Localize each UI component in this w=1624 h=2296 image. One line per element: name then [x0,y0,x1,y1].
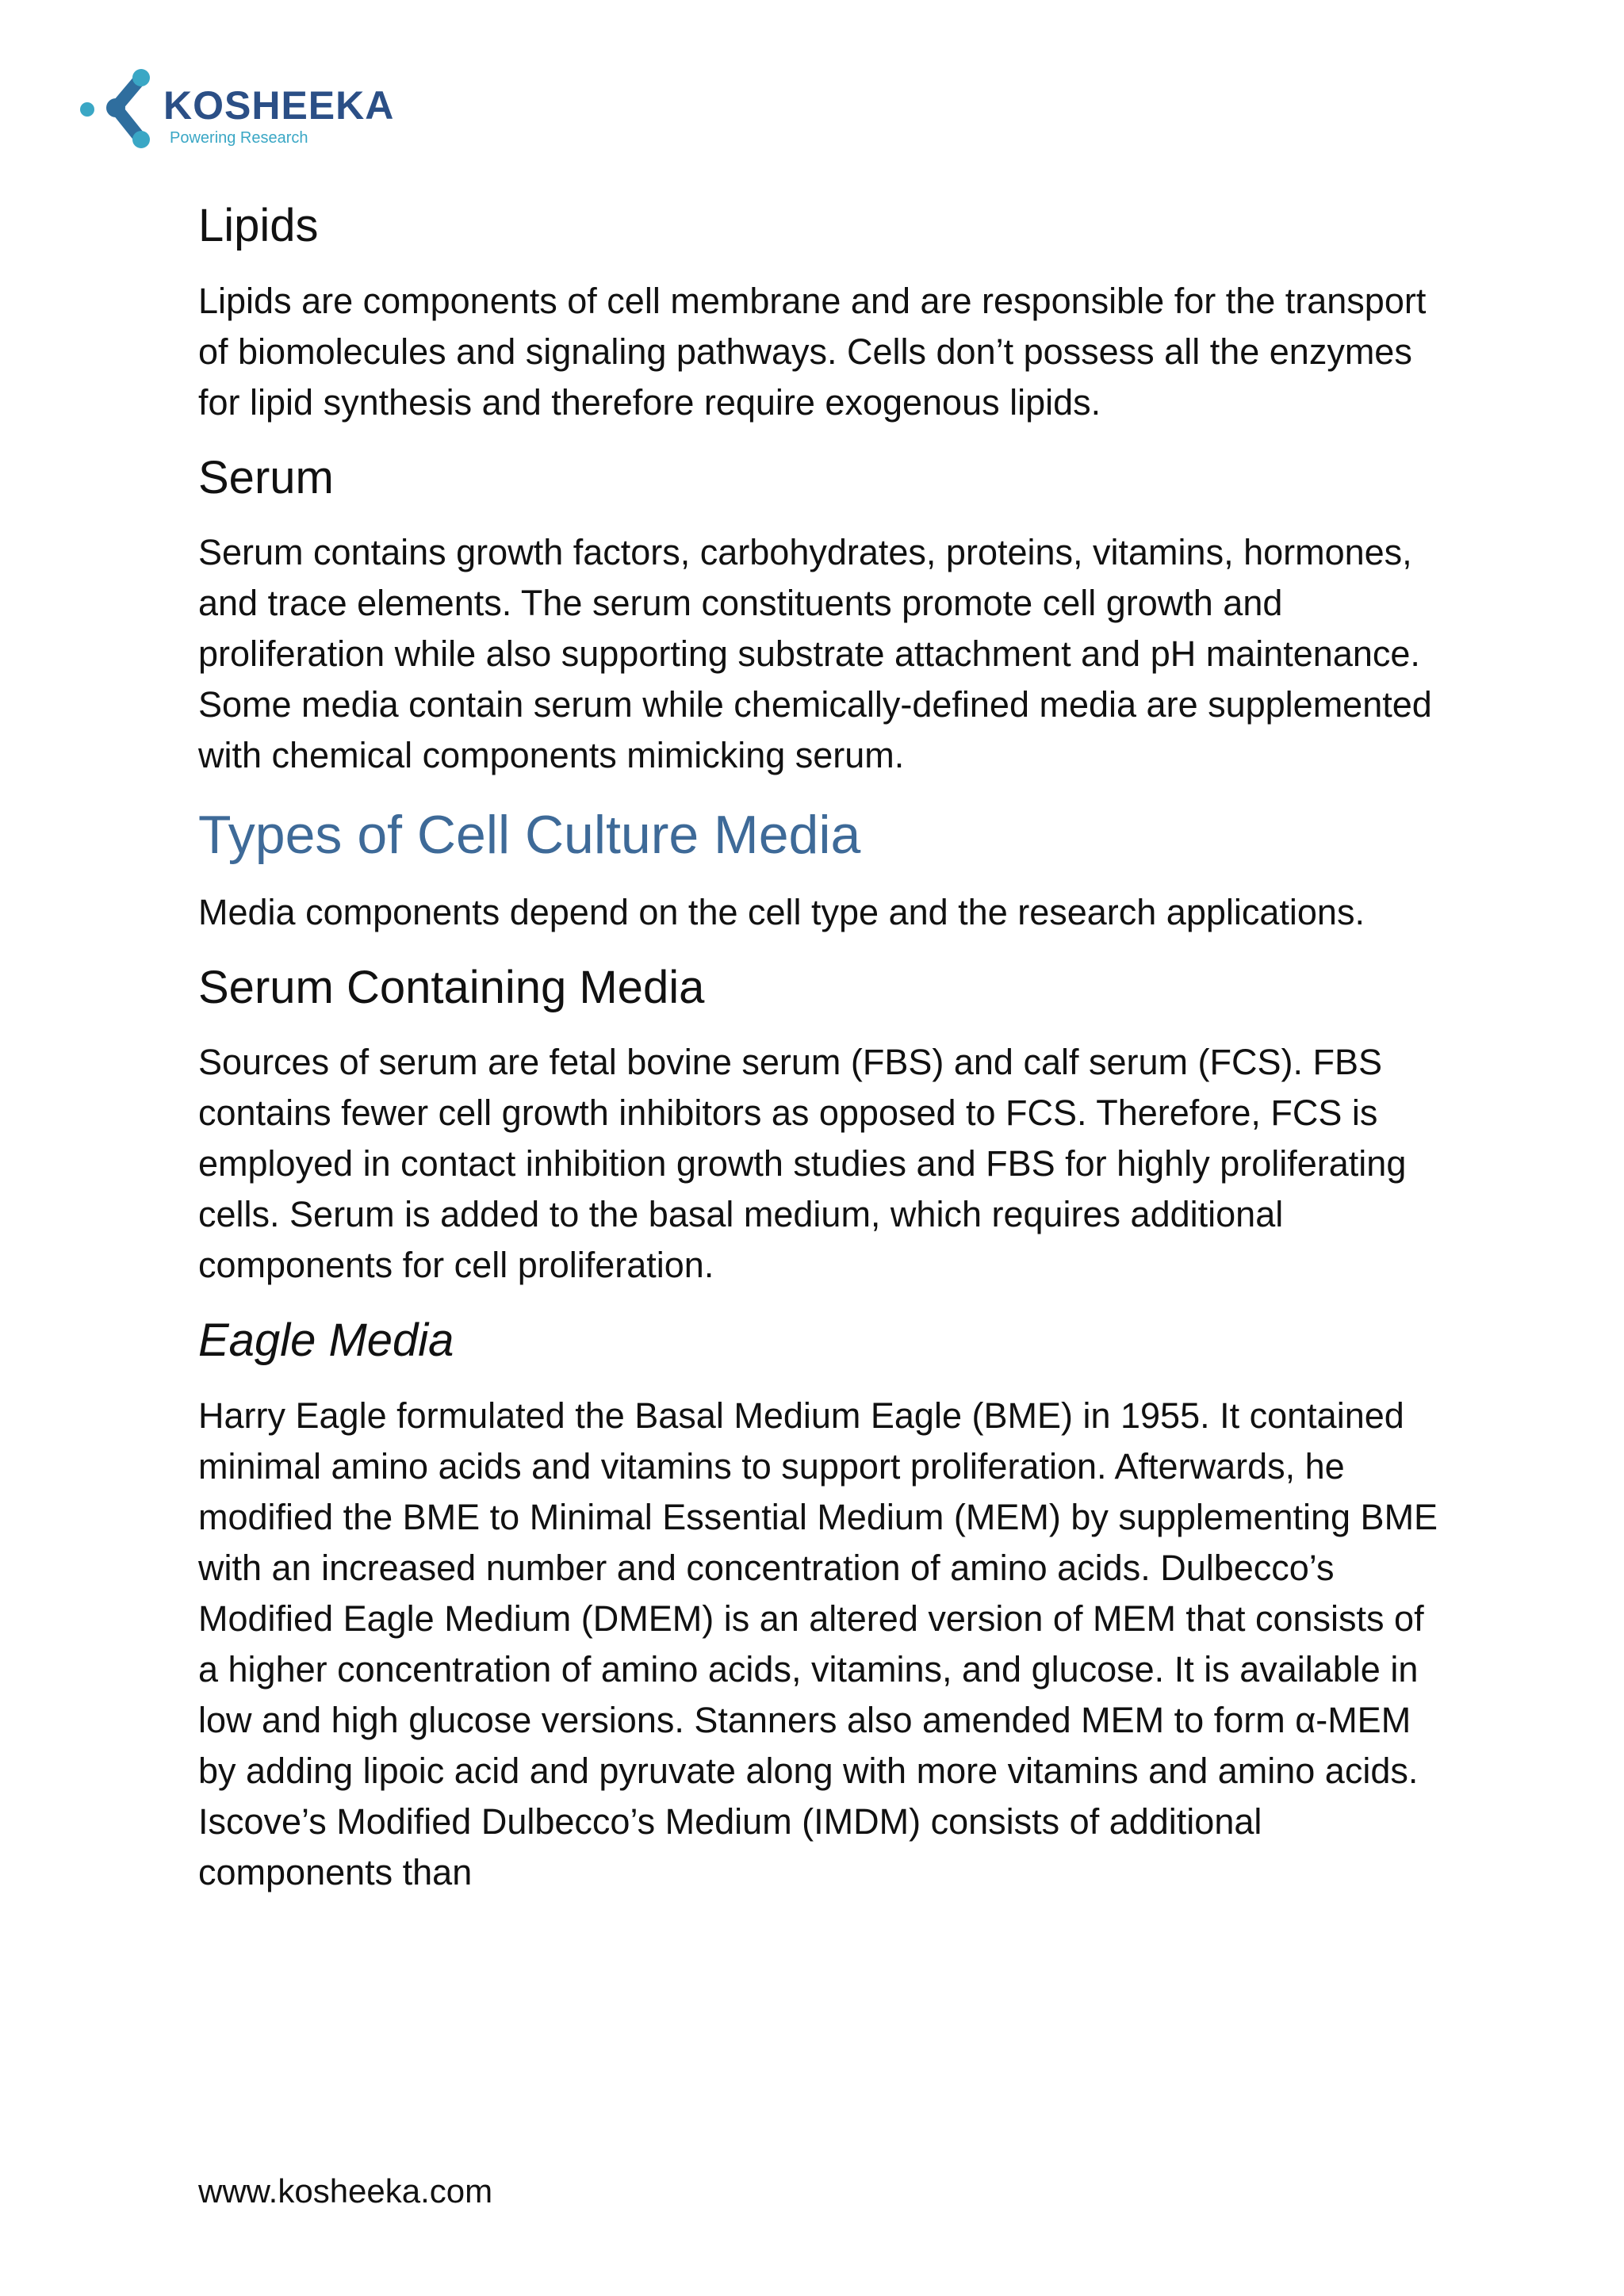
paragraph-types-of-media: Media components depend on the cell type and the research applications. [198,891,1365,932]
paragraph-lipids: Lipids are components of cell membrane and are responsible for the transport of biomolecules and signaling pathways. Cells don’t possess all the enzymes for lipid synthesis and therefore require exogenous lipids. [198,280,1427,423]
heading-serum-containing-media: Serum Containing Media [198,961,705,1013]
heading-serum: Serum [198,451,334,503]
footer-website-url[interactable]: www.kosheeka.com [198,2172,493,2210]
brand-tagline: Powering Research [170,129,308,147]
paragraph-eagle-media: Harry Eagle formulated the Basal Medium Eagle (BME) in 1955. It contained minimal amino acids and vitamins to support proliferation. Afterwards, he modified the BME to Minimal Essential Medium (MEM) by supplementing BME with an increased number and concentration of amino acids. Dulbecco’s Modified Eagle Medium (DMEM) is an altered version of MEM that consists of a higher concentration of amino acids, vitamins, and glucose. It is available in low and high glucose versions. Stanners also amended MEM to form α-MEM by adding lipoic acid and pyruvate along with more vitamins and amino acids. Iscove’s Modified Dulbecco’s Medium (IMDM) consists of additional components than [198,1395,1438,1892]
kosheeka-logo [76,67,425,154]
paragraph-serum-containing-media: Sources of serum are fetal bovine serum (FBS) and calf serum (FCS). FBS contains fewer cell growth inhibitors as opposed to FCS. Therefore, FCS is employed in contact inhibition growth studies and FBS for highly proliferating cells. Serum is added to the basal medium, which requires additional components for cell proliferation. [198,1042,1407,1286]
brand-name: KOSHEEKA [163,83,395,128]
heading-lipids: Lipids [198,200,319,251]
document-body [198,198,1451,1920]
molecule-logo-icon [76,67,163,154]
paragraph-serum: Serum contains growth factors, carbohydrates, proteins, vitamins, hormones, and trace elements. The serum constituents promote cell growth and proliferation while also supporting substrate attachment and pH maintenance. Some media contain serum while chemically-defined media are supplemented with chemical components mimicking serum. [198,532,1432,776]
heading-types-of-cell-culture-media: Types of Cell Culture Media [198,805,861,866]
heading-eagle-media: Eagle Media [198,1314,454,1367]
